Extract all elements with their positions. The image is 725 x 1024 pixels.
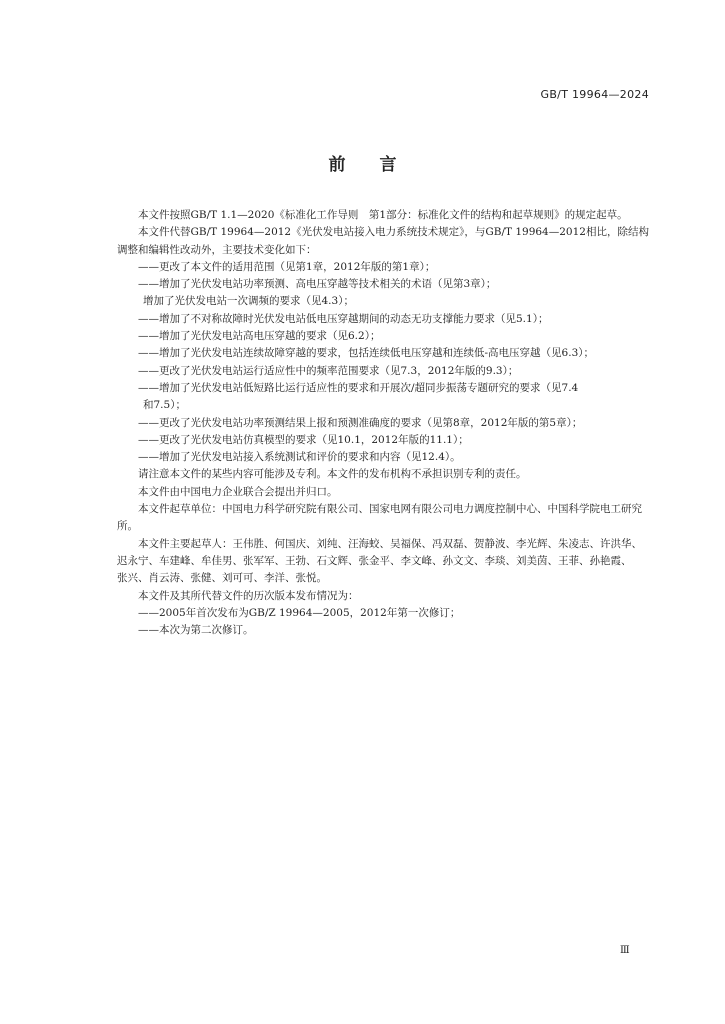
proposer: 本文件由中国电力企业联合会提出并归口。 bbox=[138, 485, 338, 498]
drafting-units: 本文件起草单位：中国电力科学研究院有限公司、国家电网有限公司电力调度控制中心、中国科学院电工研究所。 bbox=[117, 503, 642, 533]
history-item: ——本次为第二次修订。 bbox=[138, 624, 254, 637]
title-char-1: 前 bbox=[328, 155, 346, 175]
change-item: ——更改了光伏发电站仿真模型的要求（见10.1，2012年版的11.1）； bbox=[138, 433, 469, 446]
standard-code: GB/T 19964—2024 bbox=[540, 88, 649, 101]
change-item-continuation: 和7.5）； bbox=[143, 399, 186, 412]
history-item: ——2005年首次发布为GB/Z 19964—2005，2012年第一次修订； bbox=[138, 606, 461, 619]
change-item: ——更改了光伏发电站功率预测结果上报和预测准确度的要求（见第8章，2012年版的第5章）； bbox=[138, 416, 583, 429]
drafters-line: 本文件主要起草人：王伟胜、何国庆、刘纯、汪海蛟、吴福保、冯双磊、贺静波、李光辉、朱凌志、许洪华、 bbox=[138, 537, 642, 550]
drafters-line: 张兴、肖云涛、张健、刘可可、李洋、张悦。 bbox=[117, 572, 327, 585]
change-item: 增加了光伏发电站一次调频的要求（见4.3）； bbox=[143, 295, 354, 308]
change-item: ——增加了光伏发电站功率预测、高电压穿越等技术相关的术语（见第3章）； bbox=[138, 278, 497, 291]
change-item: ——更改了本文件的适用范围（见第1章，2012年版的第1章）； bbox=[138, 260, 436, 273]
change-item: ——增加了光伏发电站连续故障穿越的要求，包括连续低电压穿越和连续低-高电压穿越（见6.3）； bbox=[138, 347, 594, 360]
paragraph-replacement: 本文件代替GB/T 19964—2012《光伏发电站接入电力系统技术规定》，与GB/T 19964—2012相比，除结构调整和编辑性改动外，主要技术变化如下： bbox=[117, 226, 649, 256]
paragraph-drafting-rules: 本文件按照GB/T 1.1—2020《标准化工作导则 第1部分：标准化文件的结构和起草规则》的规定起草。 bbox=[138, 209, 628, 221]
change-item: ——增加了不对称故障时光伏发电站低电压穿越期间的动态无功支撑能力要求（见5.1）； bbox=[138, 312, 549, 325]
patent-notice: 请注意本文件的某些内容可能涉及专利。本文件的发布机构不承担识别专利的责任。 bbox=[138, 468, 527, 481]
change-item: ——增加了光伏发电站低短路比运行适应性的要求和开展次/超同步振荡专题研究的要求（见7.4 bbox=[138, 381, 579, 394]
page-title bbox=[0, 150, 725, 175]
change-item: ——增加了光伏发电站高电压穿越的要求（见6.2）； bbox=[138, 330, 381, 343]
foreword-body bbox=[117, 207, 649, 639]
drafters-line: 迟永宁、车建峰、牟佳男、张军军、王勃、石文辉、张金平、李文峰、孙文文、李琰、刘美茵、王菲、孙艳霞、 bbox=[117, 554, 632, 567]
title-char-2: 言 bbox=[379, 155, 397, 175]
change-item: ——增加了光伏发电站接入系统测试和评价的要求和内容（见12.4）。 bbox=[138, 451, 461, 464]
page-number: Ⅲ bbox=[620, 945, 630, 956]
change-item: ——更改了光伏发电站运行适应性中的频率范围要求（见7.3，2012年版的9.3）； bbox=[138, 364, 519, 377]
history-intro: 本文件及其所代替文件的历次版本发布情况为： bbox=[138, 589, 359, 602]
